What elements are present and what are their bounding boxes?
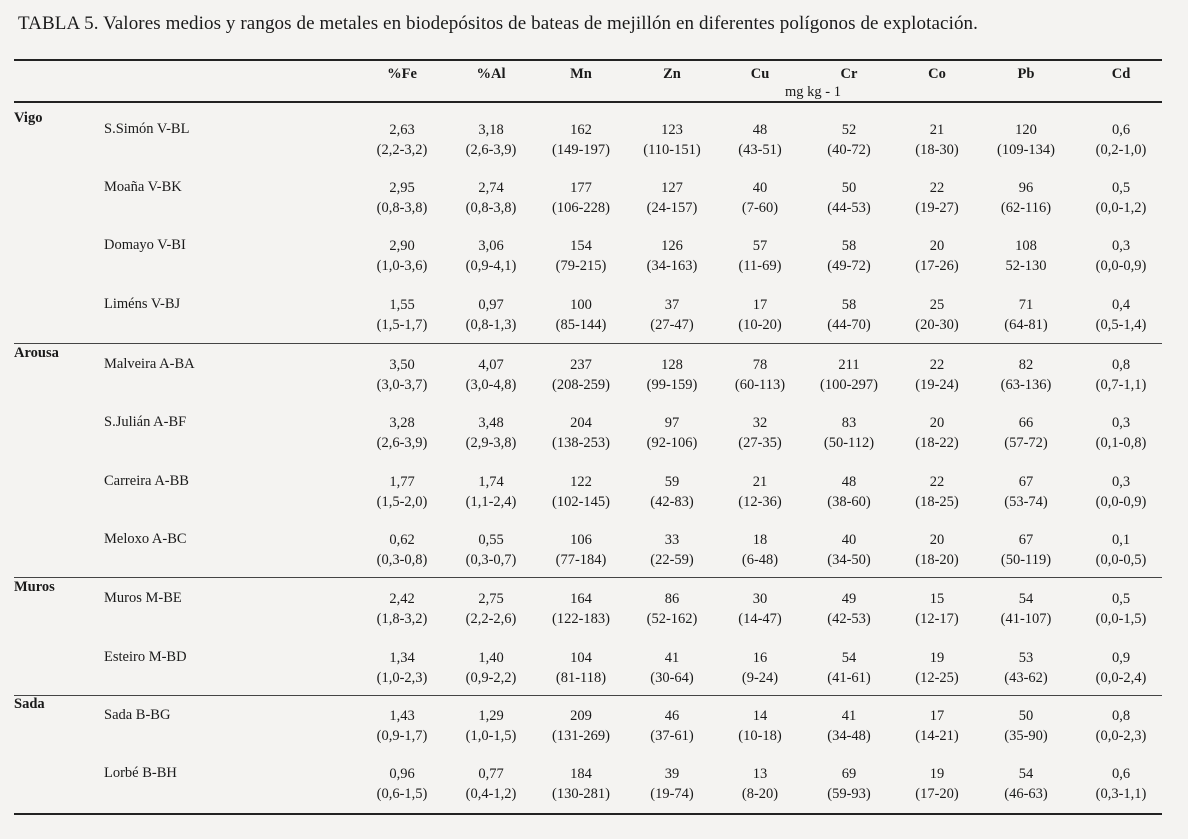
top-rule xyxy=(14,59,1162,61)
mean-value: 0,6 xyxy=(1111,766,1131,782)
mean-value: 96 xyxy=(1018,180,1034,196)
mean-value: 37 xyxy=(664,297,680,313)
table-cell xyxy=(971,356,1081,395)
table-cell xyxy=(971,590,1081,629)
mean-value: 3,18 xyxy=(478,122,504,138)
mean-value: 0,62 xyxy=(389,532,415,548)
table-cell xyxy=(971,296,1081,335)
mean-value: 39 xyxy=(664,766,680,782)
site-label: Meloxo A-BC xyxy=(104,531,187,547)
range-value: (41-107) xyxy=(1000,610,1052,627)
range-value: (0,0-0,9) xyxy=(1095,257,1147,274)
range-value: (0,3-0,8) xyxy=(376,551,428,568)
range-value: (106-228) xyxy=(552,199,610,216)
mean-value: 20 xyxy=(929,415,945,431)
table-cell xyxy=(971,473,1081,512)
range-value: (3,0-3,7) xyxy=(376,376,428,393)
table-cell xyxy=(1066,531,1176,570)
mean-value: 83 xyxy=(841,415,857,431)
site-label: S.Simón V-BL xyxy=(104,121,190,137)
mean-value: 2,75 xyxy=(478,591,504,607)
range-value: 52-130 xyxy=(1005,257,1047,274)
range-value: (6-48) xyxy=(741,551,779,568)
mean-value: 106 xyxy=(570,532,592,548)
mean-value: 2,90 xyxy=(389,238,415,254)
region-divider xyxy=(14,577,1162,578)
range-value: (2,6-3,9) xyxy=(465,141,517,158)
mean-value: 0,3 xyxy=(1111,238,1131,254)
mean-value: 0,55 xyxy=(478,532,504,548)
range-value: (0,3-0,7) xyxy=(465,551,517,568)
range-value: (17-26) xyxy=(915,257,959,274)
mean-value: 2,42 xyxy=(389,591,415,607)
mean-value: 57 xyxy=(752,238,768,254)
range-value: (63-136) xyxy=(1000,376,1052,393)
range-value: (110-151) xyxy=(643,141,701,158)
range-value: (7-60) xyxy=(741,199,779,216)
mean-value: 100 xyxy=(570,297,592,313)
mean-value: 21 xyxy=(752,474,768,490)
range-value: (1,0-1,5) xyxy=(465,727,517,744)
range-value: (1,5-2,0) xyxy=(376,493,428,510)
range-value: (20-30) xyxy=(915,316,959,333)
range-value: (2,6-3,9) xyxy=(376,434,428,451)
range-value: (9-24) xyxy=(741,669,779,686)
mean-value: 40 xyxy=(752,180,768,196)
region-label: Arousa xyxy=(14,345,59,361)
mean-value: 237 xyxy=(570,357,592,373)
range-value: (43-62) xyxy=(1004,669,1048,686)
site-label: Sada B-BG xyxy=(104,707,171,723)
mean-value: 3,50 xyxy=(389,357,415,373)
column-header: Cd xyxy=(1111,66,1131,82)
site-label: Carreira A-BB xyxy=(104,473,189,489)
range-value: (2,2-2,6) xyxy=(465,610,517,627)
range-value: (0,9-1,7) xyxy=(376,727,428,744)
range-value: (1,0-3,6) xyxy=(376,257,428,274)
range-value: (42-53) xyxy=(827,610,871,627)
range-value: (1,8-3,2) xyxy=(376,610,428,627)
range-value: (0,1-0,8) xyxy=(1095,434,1147,451)
mean-value: 53 xyxy=(1018,650,1034,666)
column-header: Zn xyxy=(663,66,681,82)
column-header: Mn xyxy=(570,66,592,82)
mean-value: 3,28 xyxy=(389,415,415,431)
table-cell xyxy=(1066,296,1176,335)
mean-value: 15 xyxy=(929,591,945,607)
range-value: (19-24) xyxy=(915,376,959,393)
mean-value: 0,8 xyxy=(1111,357,1131,373)
mean-value: 97 xyxy=(664,415,680,431)
mean-value: 2,95 xyxy=(389,180,415,196)
mean-value: 50 xyxy=(841,180,857,196)
mean-value: 104 xyxy=(570,650,592,666)
mean-value: 22 xyxy=(929,357,945,373)
mean-value: 86 xyxy=(664,591,680,607)
mean-value: 1,55 xyxy=(389,297,415,313)
range-value: (0,8-3,8) xyxy=(465,199,517,216)
mean-value: 22 xyxy=(929,474,945,490)
mean-value: 46 xyxy=(664,708,680,724)
mean-value: 1,74 xyxy=(478,474,504,490)
range-value: (0,8-3,8) xyxy=(376,199,428,216)
table-cell xyxy=(1066,707,1176,746)
column-header: %Al xyxy=(476,66,506,82)
range-value: (0,0-2,4) xyxy=(1095,669,1147,686)
region-label: Vigo xyxy=(14,110,43,126)
mean-value: 40 xyxy=(841,532,857,548)
range-value: (0,9-4,1) xyxy=(465,257,517,274)
range-value: (122-183) xyxy=(552,610,610,627)
range-value: (40-72) xyxy=(827,141,871,158)
range-value: (42-83) xyxy=(650,493,694,510)
range-value: (1,5-1,7) xyxy=(376,316,428,333)
table-cell xyxy=(1066,356,1176,395)
site-label: Domayo V-BI xyxy=(104,237,186,253)
table-cell xyxy=(1066,765,1176,804)
mean-value: 127 xyxy=(661,180,683,196)
range-value: (0,0-0,9) xyxy=(1095,493,1147,510)
bottom-rule xyxy=(14,813,1162,815)
mean-value: 0,9 xyxy=(1111,650,1131,666)
mean-value: 50 xyxy=(1018,708,1034,724)
range-value: (0,6-1,5) xyxy=(376,785,428,802)
mean-value: 66 xyxy=(1018,415,1034,431)
region-divider xyxy=(14,343,1162,344)
range-value: (38-60) xyxy=(827,493,871,510)
mean-value: 0,4 xyxy=(1111,297,1131,313)
mean-value: 22 xyxy=(929,180,945,196)
range-value: (0,0-2,3) xyxy=(1095,727,1147,744)
mean-value: 120 xyxy=(1015,122,1037,138)
mean-value: 13 xyxy=(752,766,768,782)
range-value: (0,0-1,2) xyxy=(1095,199,1147,216)
mean-value: 0,3 xyxy=(1111,474,1131,490)
mean-value: 4,07 xyxy=(478,357,504,373)
table-cell xyxy=(1066,649,1176,688)
mean-value: 3,06 xyxy=(478,238,504,254)
range-value: (0,0-0,5) xyxy=(1095,551,1147,568)
range-value: (18-20) xyxy=(915,551,959,568)
column-header: Cr xyxy=(840,66,858,82)
table-cell xyxy=(1066,473,1176,512)
range-value: (138-253) xyxy=(552,434,610,451)
mean-value: 209 xyxy=(570,708,592,724)
mean-value: 33 xyxy=(664,532,680,548)
mean-value: 0,1 xyxy=(1111,532,1131,548)
mean-value: 71 xyxy=(1018,297,1034,313)
mean-value: 21 xyxy=(929,122,945,138)
mean-value: 32 xyxy=(752,415,768,431)
mean-value: 164 xyxy=(570,591,592,607)
mean-value: 41 xyxy=(664,650,680,666)
range-value: (44-53) xyxy=(827,199,871,216)
range-value: (64-81) xyxy=(1004,316,1048,333)
mean-value: 0,97 xyxy=(478,297,504,313)
mean-value: 82 xyxy=(1018,357,1034,373)
range-value: (149-197) xyxy=(552,141,610,158)
range-value: (0,9-2,2) xyxy=(465,669,517,686)
mean-value: 211 xyxy=(838,357,860,373)
range-value: (0,2-1,0) xyxy=(1095,141,1147,158)
mean-value: 18 xyxy=(752,532,768,548)
mean-value: 20 xyxy=(929,532,945,548)
range-value: (10-18) xyxy=(738,727,782,744)
range-value: (131-269) xyxy=(552,727,610,744)
range-value: (130-281) xyxy=(552,785,610,802)
table-cell xyxy=(971,649,1081,688)
range-value: (44-70) xyxy=(827,316,871,333)
mean-value: 1,34 xyxy=(389,650,415,666)
range-value: (12-25) xyxy=(915,669,959,686)
range-value: (49-72) xyxy=(827,257,871,274)
range-value: (43-51) xyxy=(738,141,782,158)
range-value: (85-144) xyxy=(555,316,607,333)
range-value: (34-50) xyxy=(827,551,871,568)
site-label: Moaña V-BK xyxy=(104,179,182,195)
range-value: (102-145) xyxy=(552,493,610,510)
site-label: Liméns V-BJ xyxy=(104,296,181,312)
range-value: (0,4-1,2) xyxy=(465,785,517,802)
range-value: (18-25) xyxy=(915,493,959,510)
mean-value: 19 xyxy=(929,766,945,782)
range-value: (92-106) xyxy=(646,434,698,451)
range-value: (0,3-1,1) xyxy=(1095,785,1147,802)
mean-value: 78 xyxy=(752,357,768,373)
range-value: (18-22) xyxy=(915,434,959,451)
range-value: (59-93) xyxy=(827,785,871,802)
range-value: (1,1-2,4) xyxy=(465,493,517,510)
range-value: (2,2-3,2) xyxy=(376,141,428,158)
table-cell xyxy=(1066,179,1176,218)
table-cell xyxy=(1066,590,1176,629)
range-value: (11-69) xyxy=(738,257,782,274)
range-value: (60-113) xyxy=(734,376,786,393)
range-value: (41-61) xyxy=(827,669,871,686)
mean-value: 1,40 xyxy=(478,650,504,666)
mean-value: 54 xyxy=(841,650,857,666)
range-value: (12-17) xyxy=(915,610,959,627)
mean-value: 123 xyxy=(661,122,683,138)
unit-label: mg kg - 1 xyxy=(785,84,841,100)
column-header: Cu xyxy=(750,66,770,82)
range-value: (14-21) xyxy=(915,727,959,744)
range-value: (0,7-1,1) xyxy=(1095,376,1147,393)
range-value: (35-90) xyxy=(1004,727,1048,744)
range-value: (12-36) xyxy=(738,493,782,510)
range-value: (99-159) xyxy=(646,376,698,393)
mean-value: 67 xyxy=(1018,474,1034,490)
mean-value: 58 xyxy=(841,238,857,254)
mean-value: 0,6 xyxy=(1111,122,1131,138)
range-value: (17-20) xyxy=(915,785,959,802)
mean-value: 49 xyxy=(841,591,857,607)
mean-value: 52 xyxy=(841,122,857,138)
range-value: (1,0-2,3) xyxy=(376,669,428,686)
column-header: %Fe xyxy=(387,66,417,82)
mean-value: 3,48 xyxy=(478,415,504,431)
range-value: (3,0-4,8) xyxy=(465,376,517,393)
mean-value: 1,43 xyxy=(389,708,415,724)
table-cell xyxy=(971,765,1081,804)
mean-value: 122 xyxy=(570,474,592,490)
mean-value: 59 xyxy=(664,474,680,490)
range-value: (79-215) xyxy=(555,257,607,274)
range-value: (81-118) xyxy=(555,669,607,686)
range-value: (77-184) xyxy=(555,551,607,568)
table-cell xyxy=(1066,414,1176,453)
range-value: (0,8-1,3) xyxy=(465,316,517,333)
region-label: Muros xyxy=(14,579,55,595)
table-cell xyxy=(971,121,1081,160)
mean-value: 0,77 xyxy=(478,766,504,782)
mean-value: 54 xyxy=(1018,766,1034,782)
table-cell xyxy=(971,707,1081,746)
mean-value: 1,29 xyxy=(478,708,504,724)
range-value: (8-20) xyxy=(741,785,779,802)
site-label: Muros M-BE xyxy=(104,590,182,606)
mean-value: 19 xyxy=(929,650,945,666)
range-value: (46-63) xyxy=(1004,785,1048,802)
range-value: (19-27) xyxy=(915,199,959,216)
mean-value: 17 xyxy=(929,708,945,724)
range-value: (14-47) xyxy=(738,610,782,627)
range-value: (19-74) xyxy=(650,785,694,802)
range-value: (50-112) xyxy=(823,434,875,451)
mean-value: 0,96 xyxy=(389,766,415,782)
mean-value: 25 xyxy=(929,297,945,313)
range-value: (0,5-1,4) xyxy=(1095,316,1147,333)
table-cell xyxy=(971,237,1081,276)
mean-value: 48 xyxy=(841,474,857,490)
mean-value: 108 xyxy=(1015,238,1037,254)
range-value: (10-20) xyxy=(738,316,782,333)
mean-value: 0,8 xyxy=(1111,708,1131,724)
table-cell xyxy=(971,414,1081,453)
table-cell xyxy=(1066,237,1176,276)
region-label: Sada xyxy=(14,696,45,712)
mean-value: 128 xyxy=(661,357,683,373)
range-value: (37-61) xyxy=(650,727,694,744)
mean-value: 0,5 xyxy=(1111,591,1131,607)
mean-value: 16 xyxy=(752,650,768,666)
header-rule xyxy=(14,101,1162,103)
range-value: (50-119) xyxy=(1000,551,1052,568)
mean-value: 54 xyxy=(1018,591,1034,607)
mean-value: 17 xyxy=(752,297,768,313)
mean-value: 48 xyxy=(752,122,768,138)
mean-value: 69 xyxy=(841,766,857,782)
range-value: (53-74) xyxy=(1004,493,1048,510)
mean-value: 20 xyxy=(929,238,945,254)
mean-value: 30 xyxy=(752,591,768,607)
site-label: Malveira A-BA xyxy=(104,356,195,372)
table-caption: TABLA 5. Valores medios y rangos de metales en biodepósitos de bateas de mejillón en diferentes polígonos de explotación. xyxy=(18,13,979,34)
column-header: Co xyxy=(928,66,946,82)
site-label: Esteiro M-BD xyxy=(104,649,187,665)
range-value: (100-297) xyxy=(820,376,878,393)
site-label: Lorbé B-BH xyxy=(104,765,177,781)
table-cell xyxy=(1066,121,1176,160)
range-value: (0,0-1,5) xyxy=(1095,610,1147,627)
table-cell xyxy=(971,179,1081,218)
range-value: (30-64) xyxy=(650,669,694,686)
column-header: Pb xyxy=(1017,66,1035,82)
mean-value: 184 xyxy=(570,766,592,782)
range-value: (27-35) xyxy=(738,434,782,451)
mean-value: 41 xyxy=(841,708,857,724)
table-cell xyxy=(971,531,1081,570)
range-value: (109-134) xyxy=(997,141,1055,158)
mean-value: 67 xyxy=(1018,532,1034,548)
range-value: (208-259) xyxy=(552,376,610,393)
range-value: (57-72) xyxy=(1004,434,1048,451)
mean-value: 0,3 xyxy=(1111,415,1131,431)
range-value: (18-30) xyxy=(915,141,959,158)
range-value: (27-47) xyxy=(650,316,694,333)
mean-value: 1,77 xyxy=(389,474,415,490)
region-divider xyxy=(14,695,1162,696)
mean-value: 204 xyxy=(570,415,592,431)
mean-value: 154 xyxy=(570,238,592,254)
range-value: (24-157) xyxy=(646,199,698,216)
site-label: S.Julián A-BF xyxy=(104,414,187,430)
mean-value: 0,5 xyxy=(1111,180,1131,196)
mean-value: 2,63 xyxy=(389,122,415,138)
range-value: (62-116) xyxy=(1000,199,1052,216)
mean-value: 177 xyxy=(570,180,592,196)
range-value: (34-163) xyxy=(646,257,698,274)
mean-value: 2,74 xyxy=(478,180,504,196)
mean-value: 162 xyxy=(570,122,592,138)
range-value: (2,9-3,8) xyxy=(465,434,517,451)
range-value: (22-59) xyxy=(650,551,694,568)
mean-value: 14 xyxy=(752,708,768,724)
mean-value: 126 xyxy=(661,238,683,254)
range-value: (34-48) xyxy=(827,727,871,744)
range-value: (52-162) xyxy=(646,610,698,627)
mean-value: 58 xyxy=(841,297,857,313)
